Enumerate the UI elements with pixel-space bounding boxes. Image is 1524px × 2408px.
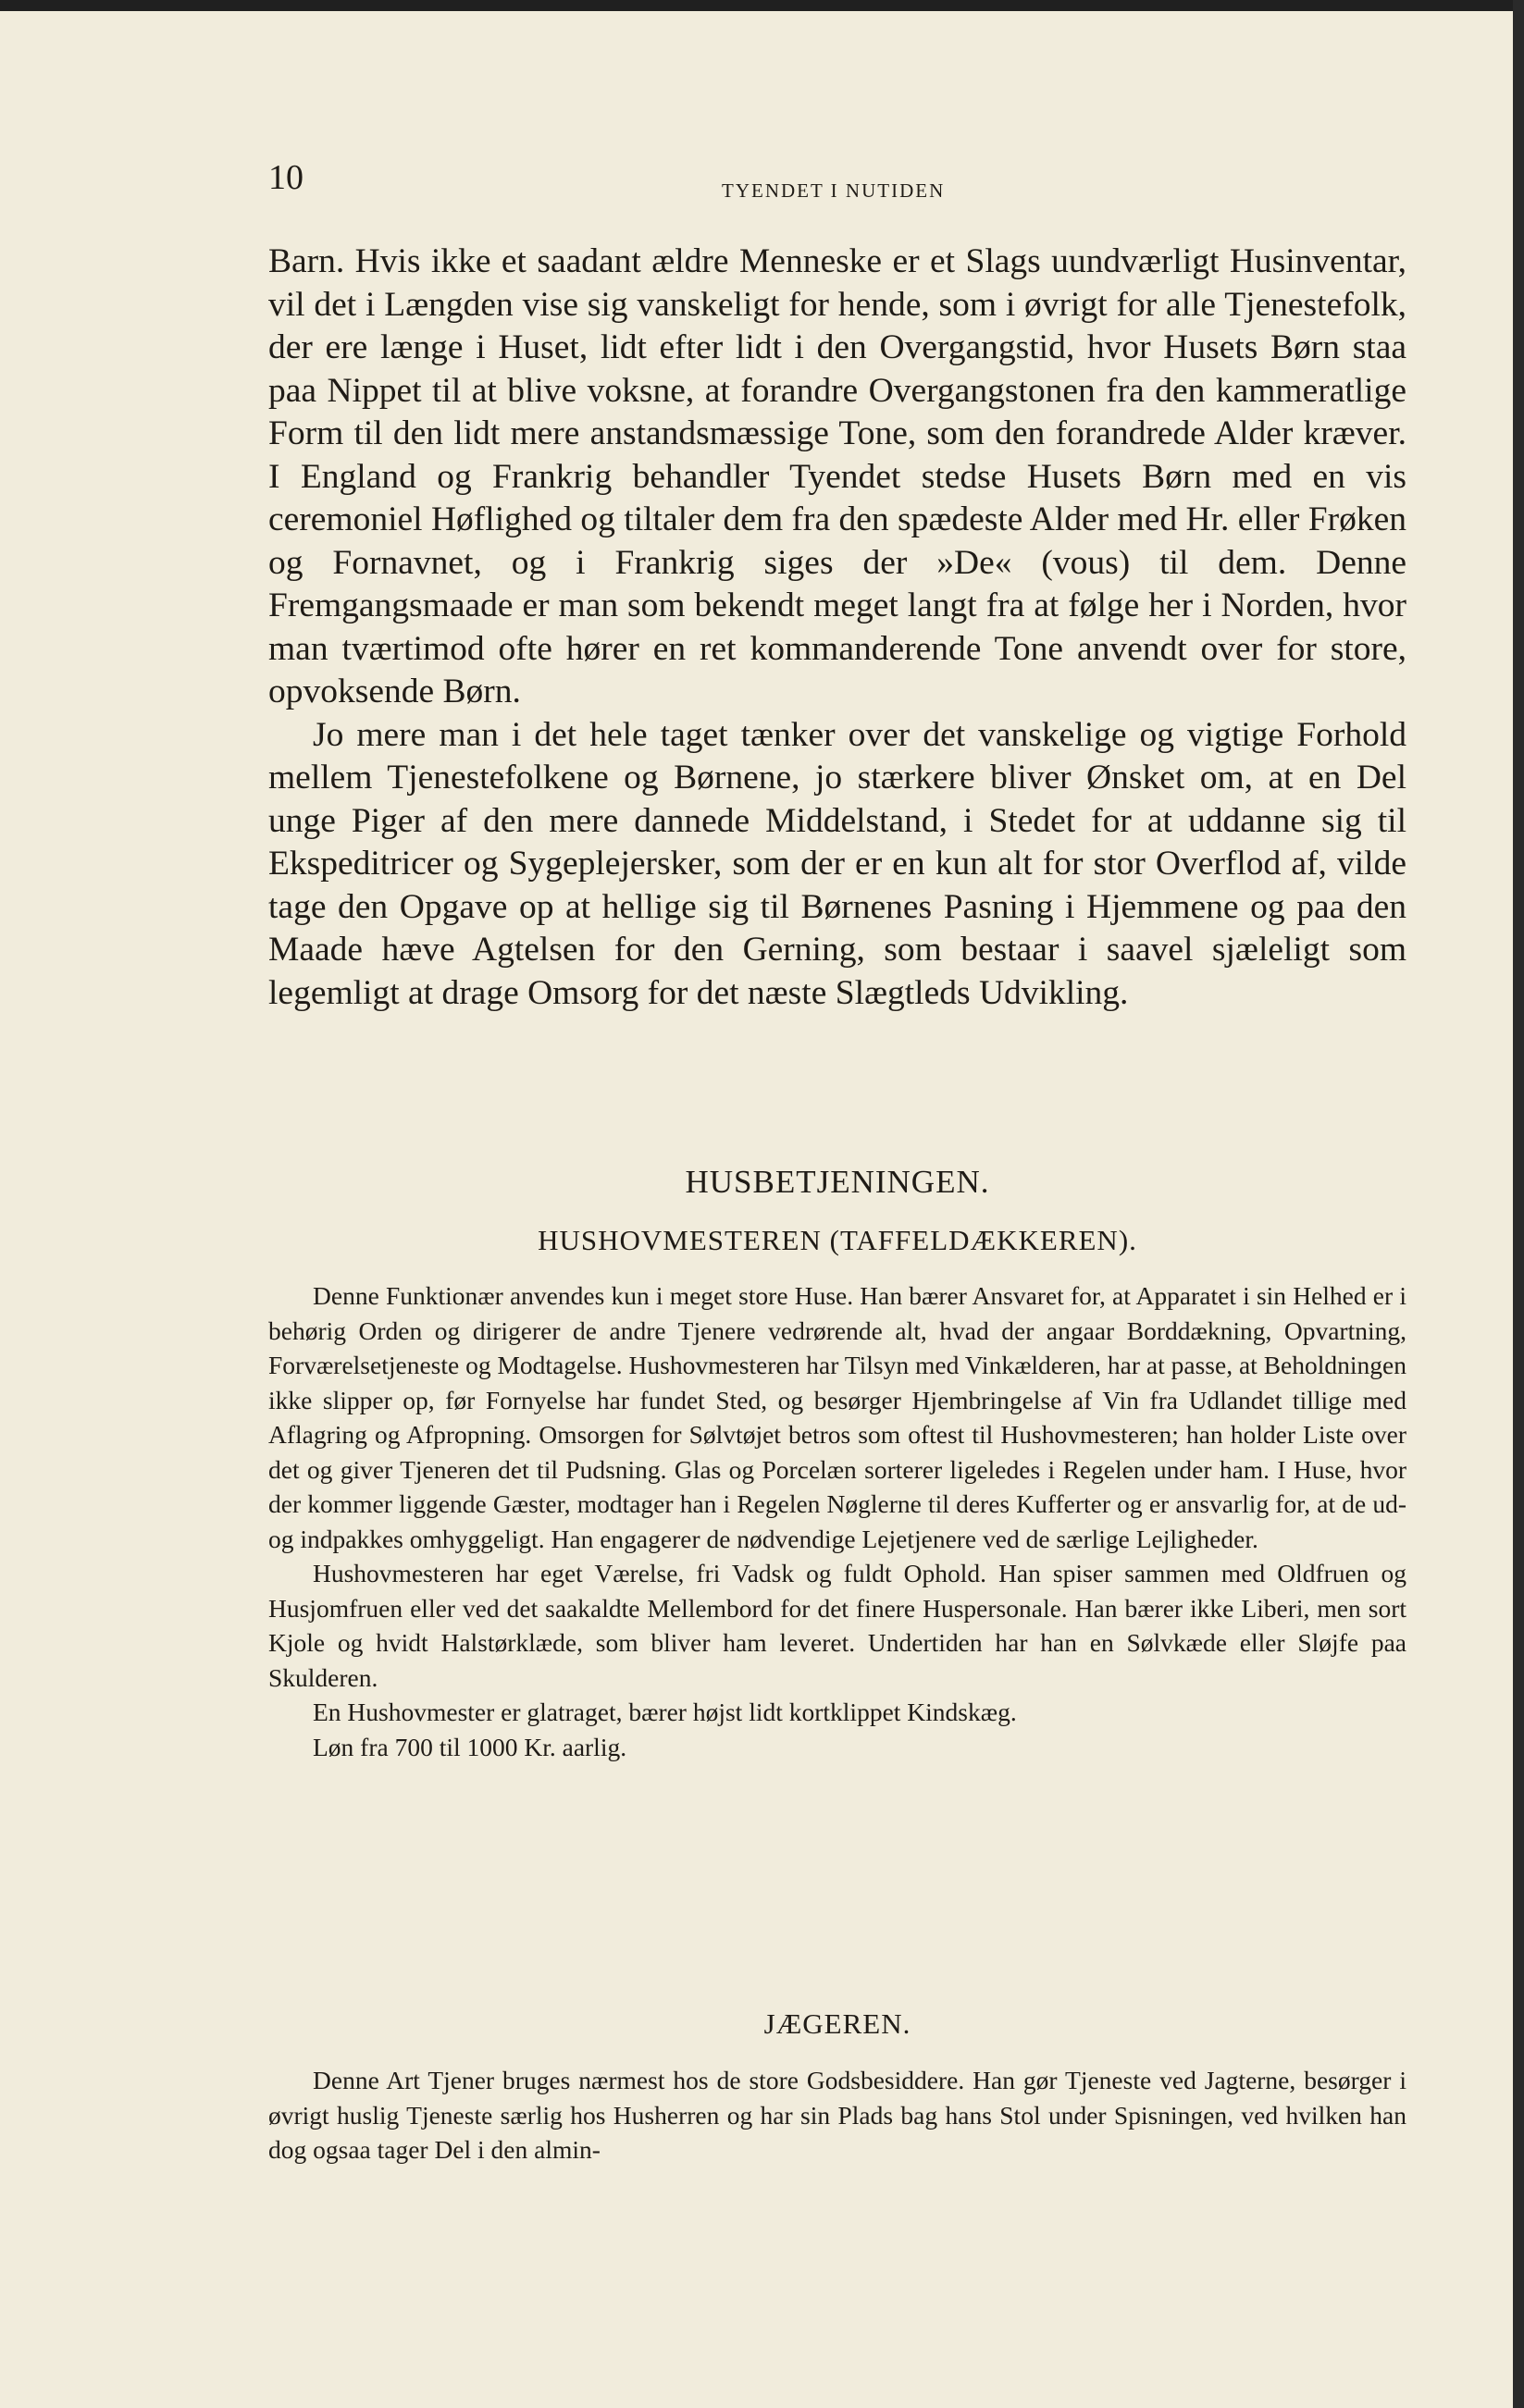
small-paragraph: En Hushovmester er glatraget, bærer højst lidt kortklippet Kindskæg. xyxy=(313,1698,1017,1726)
section-heading: HUSBETJENINGEN. xyxy=(685,1164,990,1200)
subsection-text-hushovmesteren xyxy=(268,1278,1406,1764)
small-paragraph: Denne Art Tjener bruges nærmest hos de store Godsbesiddere. Han gør Tjeneste ved Jagterne, besørger i øvrigt huslig Tjeneste særlig hos Husherren og har sin Plads bag hans Stol under Spisningen, ved hvilken han dog ogsaa tager Del i den almin- xyxy=(268,2066,1406,2164)
small-paragraph: Hushovmesteren har eget Værelse, fri Vadsk og fuldt Ophold. Han spiser sammen med Oldfruen og Husjomfruen eller ved det saakaldte Mellembord for det finere Huspersonale. Han bærer ikke Liberi, men sort Kjole og hvidt Halstørklæde, som bliver ham leveret. Undertiden har han en Sølvkæde eller Sløjfe paa Skulderen. xyxy=(268,1559,1406,1692)
scan-border-right xyxy=(1513,0,1524,2408)
subsection-text-jaegeren xyxy=(268,2063,1406,2167)
scan-border-top xyxy=(0,0,1524,11)
body-paragraph: Jo mere man i det hele taget tænker over det vanskelige og vigtige Forhold mellem Tjenestefolkene og Børnene, jo stærkere bliver Ønsket om, at en Del unge Piger af den mere dannede Middelstand, i Stedet for at uddanne sig til Ekspeditricer og Sygeplejersker, som der er en kun alt for stor Overflod af, vilde tage den Opgave op at hellige sig til Børnenes Pasning i Hjemmene og paa den Maade hæve Agtelsen for den Gerning, som bestaar i saavel sjæleligt som legemligt at drage Omsorg for det næste Slægtleds Udvikling. xyxy=(268,715,1406,1012)
subsection-heading-jaegeren: JÆGEREN. xyxy=(763,2007,911,2040)
running-head: TYENDET I NUTIDEN xyxy=(722,179,946,202)
page-number: 10 xyxy=(268,158,304,197)
subsection-heading-hushovmesteren: HUSHOVMESTEREN (TAFFELDÆKKEREN). xyxy=(538,1224,1137,1256)
small-paragraph: Denne Funktionær anvendes kun i meget store Huse. Han bærer Ansvaret for, at Apparatet i sin Helhed er i behørig Orden og dirigerer de andre Tjenere vedrørende alt, hvad der angaar Borddækning, Opvartning, Forværelsetjeneste og Modtagelse. Hushovmesteren har Tilsyn med Vinkælderen, har at passe, at Beholdningen ikke slipper op, før Fornyelse har fundet Sted, og besørger Hjembringelse af Vin fra Udlandet tillige med Aflagring og Afpropning. Omsorgen for Sølvtøjet betros som oftest til Hushovmesteren; han holder Liste over det og giver Tjeneren det til Pudsning. Glas og Porcelæn sorterer ligeledes i Regelen under ham. I Huse, hvor der kommer liggende Gæster, modtager han i Regelen Nøglerne til deres Kufferter og er ansvarlig for, at de ud- og indpakkes omhyggeligt. Han engagerer de nødvendige Lejetjenere ved de særlige Lejligheder. xyxy=(268,1281,1406,1553)
body-text xyxy=(268,241,1406,1015)
small-paragraph: Løn fra 700 til 1000 Kr. aarlig. xyxy=(313,1732,627,1761)
body-paragraph: Barn. Hvis ikke et saadant ældre Menneske er et Slags uundværligt Husinventar, vil det i Længden vise sig vanskeligt for hende, som i øvrigt for alle Tjenestefolk, der ere længe i Huset, lidt efter lidt i den Overgangstid, hvor Husets Børn staa paa Nippet til at blive voksne, at forandre Overgangstonen fra den kammeratlige Form til den lidt mere anstandsmæssige Tone, som den forandrede Alder kræver. I England og Frankrig behandler Tyendet stedse Husets Børn med en vis ceremoniel Høflighed og tiltaler dem fra den spædeste Alder med Hr. eller Frøken og Fornavnet, og i Frankrig siges der »De« (vous) til dem. Denne Fremgangsmaade er man som bekendt meget langt fra at følge her i Norden, hvor man tværtimod ofte hører en ret kommanderende Tone anvendt over for store, opvoksende Børn. xyxy=(268,242,1406,710)
